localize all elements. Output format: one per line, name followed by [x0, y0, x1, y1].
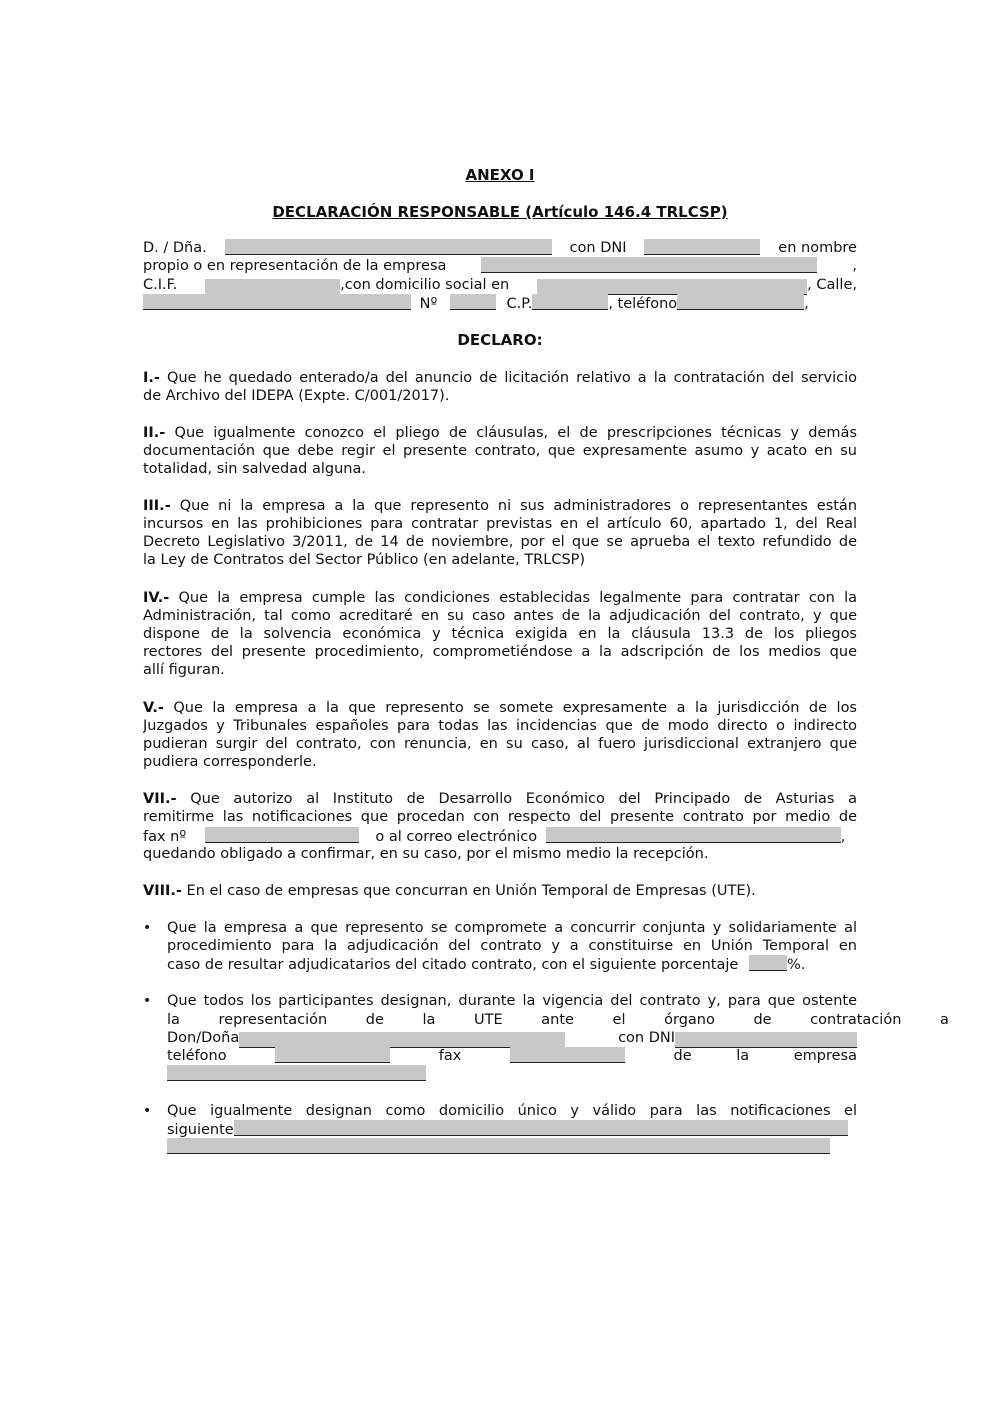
percentage-field[interactable]: [749, 955, 787, 971]
s1-line-2: de Archivo del IDEPA (Expte. C/001/2017).: [143, 388, 450, 404]
dni-field[interactable]: [644, 239, 760, 255]
s4-line-4: rectores del presente procedimiento, comprometiéndose a la adscripción de los medios que: [143, 644, 857, 660]
s4-line-3: dispone de la solvencia económica y técnica exigida en la cláusula 13.3 de los pliegos: [143, 626, 857, 642]
s3-line-3: Decreto Legislativo 3/2011, de 14 de noviembre, por el que se aprueba el texto refundido de: [143, 534, 857, 550]
cif-field[interactable]: [205, 279, 340, 295]
s2-line-2: documentación que debe regir el presente contrato, que expresamente asumo y acato en su: [143, 443, 857, 459]
s7-line-1: VII.- Que autorizo al Instituto de Desarrollo Económico del Principado de Asturias a: [143, 791, 857, 807]
b3-line-3: [167, 1138, 857, 1157]
phone-field[interactable]: [677, 294, 804, 310]
form-line-4: Nº C.P. , teléfono ,: [143, 294, 857, 313]
representative-name-field[interactable]: [239, 1032, 565, 1048]
representative-phone-field[interactable]: [275, 1047, 390, 1063]
form-line-2: propio o en representación de la empresa ,: [143, 258, 857, 274]
form-line-1: D. / Dña. con DNI en nombre: [143, 240, 857, 256]
b1-line-2: procedimiento para la adjudicación del contrato y a constituirse en Unión Temporal en: [167, 938, 857, 954]
street-field[interactable]: [143, 294, 411, 310]
b1-line-3: caso de resultar adjudicatarios del citado contrato, con el siguiente porcentaje %.: [167, 957, 806, 973]
bullet-1: •: [143, 920, 152, 936]
b3-line-1: Que igualmente designan como domicilio único y válido para las notificaciones el: [167, 1103, 857, 1119]
s3-line-4: la Ley de Contratos del Sector Público (en adelante, TRLCSP): [143, 552, 586, 568]
representative-fax-field[interactable]: [510, 1047, 625, 1063]
s3-line-1: III.- Que ni la empresa a la que represento ni sus administradores o representantes están: [143, 498, 857, 514]
s7-line-2: remitirme las notificaciones que procedan con respecto del presente contrato por medio de: [143, 809, 857, 825]
declaro-heading: DECLARO:: [457, 331, 543, 349]
s4-line-2: Administración, tal como acreditaré en su caso antes de la adjudicación del contrato, y que: [143, 608, 857, 624]
address-notifications-field-1[interactable]: [234, 1120, 848, 1136]
name-field[interactable]: [225, 239, 552, 255]
company-field[interactable]: [481, 257, 817, 273]
s5-line-3: pudieran surgir del contrato, con renuncia, en su caso, al fuero jurisdiccional extranjero que: [143, 736, 857, 752]
s3-line-2: incursos en las prohibiciones para contratar previstas en el artículo 60, apartado 1, del Real: [143, 516, 857, 532]
address-notifications-field-2[interactable]: [167, 1138, 830, 1154]
s2-line-1: II.- Que igualmente conozco el pliego de cláusulas, el de prescripciones técnicas y demás: [143, 425, 857, 441]
b2-line-2: la representación de la UTE ante el órgano de contratación a: [167, 1012, 949, 1028]
b2-line-4: teléfono fax de la empresa: [167, 1048, 857, 1064]
form-line-3: C.I.F. ,con domicilio social en , Calle,: [143, 277, 857, 293]
representative-company-field[interactable]: [167, 1065, 426, 1081]
s5-line-4: pudiera corresponderle.: [143, 754, 317, 770]
bullet-3: •: [143, 1103, 152, 1119]
number-field[interactable]: [450, 294, 496, 310]
bullet-2: •: [143, 993, 152, 1009]
s5-line-2: Juzgados y Tribunales españoles para todas las incidencias que de modo directo o indirecto: [143, 718, 857, 734]
b2-line-3: Don/Doña con DNI: [167, 1029, 857, 1048]
annex-title: ANEXO I: [465, 166, 535, 184]
s4-line-1: IV.- Que la empresa cumple las condiciones establecidas legalmente para contratar con la: [143, 590, 857, 606]
fax-field[interactable]: [205, 827, 359, 843]
s7-line-4: quedando obligado a confirmar, en su caso, por el mismo medio la recepción.: [143, 846, 709, 862]
representative-dni-field[interactable]: [675, 1032, 857, 1048]
s8-line-1: VIII.- En el caso de empresas que concurran en Unión Temporal de Empresas (UTE).: [143, 883, 756, 899]
b3-line-2: siguiente: [167, 1120, 857, 1139]
b2-line-5: [167, 1065, 857, 1084]
s4-line-5: allí figuran.: [143, 662, 225, 678]
b2-line-1: Que todos los participantes designan, durante la vigencia del contrato y, para que ostente: [167, 993, 857, 1009]
s2-line-3: totalidad, sin salvedad alguna.: [143, 461, 366, 477]
declaration-title: DECLARACIÓN RESPONSABLE (Artículo 146.4 TRLCSP): [272, 203, 728, 221]
s7-line-3: fax nº o al correo electrónico ,: [143, 829, 846, 845]
email-field[interactable]: [546, 827, 841, 843]
s1-line-1: I.- Que he quedado enterado/a del anuncio de licitación relativo a la contratación del servicio: [143, 370, 857, 386]
s5-line-1: V.- Que la empresa a la que represento se somete expresamente a la jurisdicción de los: [143, 700, 857, 716]
cp-field[interactable]: [532, 294, 608, 310]
address-field[interactable]: [537, 279, 807, 295]
b1-line-1: Que la empresa a que represento se compromete a concurrir conjunta y solidariamente al: [167, 920, 857, 936]
